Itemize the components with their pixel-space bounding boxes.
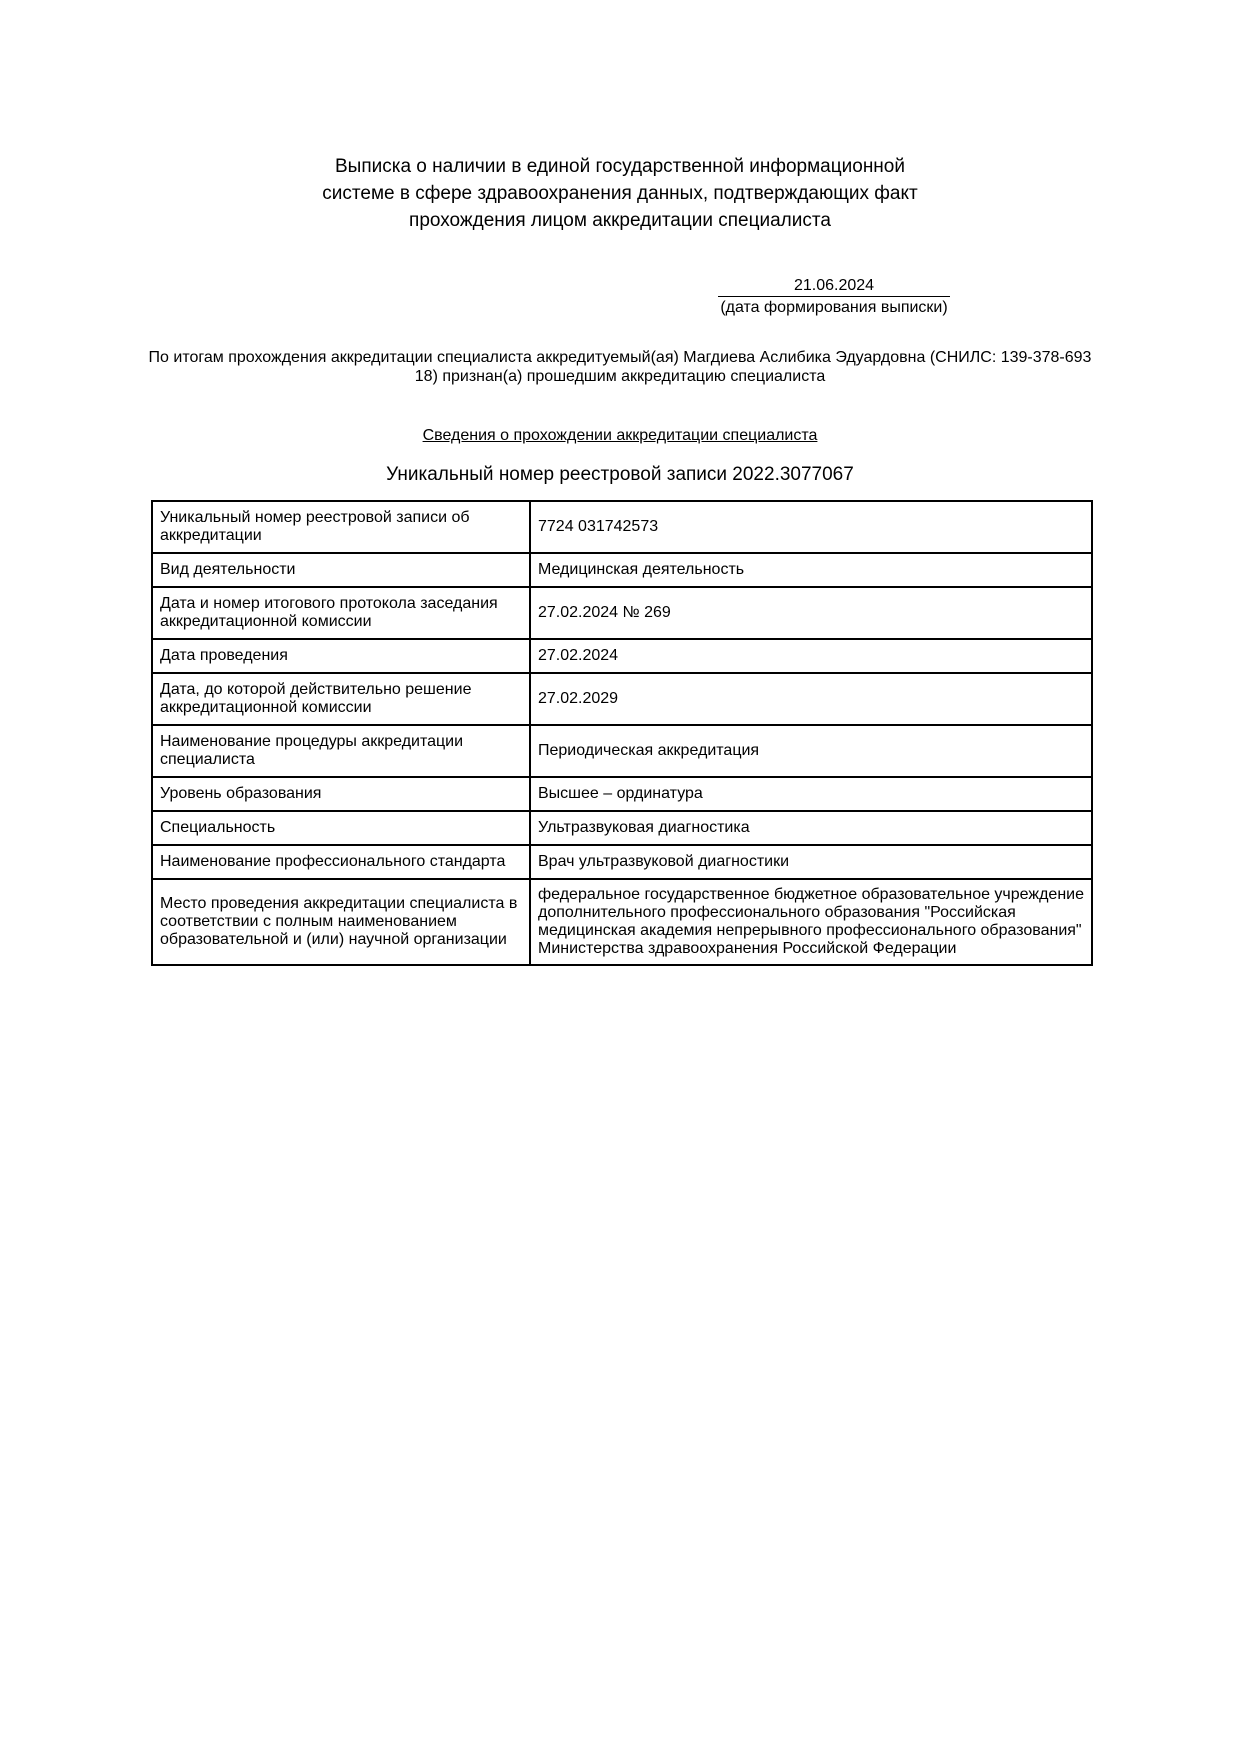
label-line: Место проведения аккредитации специалиста в: [160, 895, 518, 912]
label-line: Уникальный номер реестровой записи об: [160, 509, 470, 526]
row-label: [152, 879, 530, 965]
table-row: [152, 811, 1092, 845]
row-label: [152, 587, 530, 639]
label-line: аккредитационной комиссии: [160, 613, 372, 630]
value-line: Периодическая аккредитация: [538, 742, 760, 759]
value-line: Врач ультразвуковой диагностики: [538, 853, 790, 870]
table-row: [152, 639, 1092, 673]
label-line: Вид деятельности: [160, 561, 296, 578]
row-value: [530, 639, 1092, 673]
value-line: Высшее – ординатура: [538, 785, 703, 802]
value-line: 27.02.2029: [538, 690, 619, 707]
label-line: Уровень образования: [160, 785, 322, 802]
row-label: [152, 673, 530, 725]
row-value: [530, 811, 1092, 845]
table-row: [152, 553, 1092, 587]
row-value: [530, 553, 1092, 587]
table-row: [152, 673, 1092, 725]
label-line: Дата, до которой действительно решение: [160, 681, 472, 698]
row-value: [530, 501, 1092, 553]
value-line: Медицинская деятельность: [538, 561, 745, 578]
section-heading-text: Сведения о прохождении аккредитации специалиста: [422, 427, 818, 444]
intro-paragraph: [140, 348, 1100, 386]
value-line: медицинская академия непрерывного профессионального образования": [538, 922, 1082, 939]
intro-line: По итогам прохождения аккредитации специалиста аккредитуемый(ая) Магдиева Аслибика Эдуардовна (СНИЛС: 139-378-693: [148, 349, 1092, 366]
label-line: специалиста: [160, 751, 255, 768]
registry-number-heading: Уникальный номер реестровой записи 2022.3077067: [386, 464, 854, 485]
label-line: Дата проведения: [160, 647, 288, 664]
row-value: [530, 879, 1092, 965]
formation-date-caption: (дата формирования выписки): [720, 299, 948, 316]
value-line: Ультразвуковая диагностика: [538, 819, 750, 836]
row-value: [530, 777, 1092, 811]
label-line: Наименование профессионального стандарта: [160, 853, 506, 870]
row-label: [152, 501, 530, 553]
row-value: [530, 673, 1092, 725]
value-line: 27.02.2024: [538, 647, 619, 664]
value-line: дополнительного профессионального образования "Российская: [538, 904, 1016, 921]
label-line: Наименование процедуры аккредитации: [160, 733, 464, 750]
table-row: [152, 501, 1092, 553]
value-line: Министерства здравоохранения Российской Федерации: [538, 940, 957, 957]
section-heading: [0, 426, 1240, 446]
row-label: [152, 811, 530, 845]
row-label: [152, 777, 530, 811]
title-line: Выписка о наличии в единой государственной информационной: [335, 156, 905, 177]
label-line: Специальность: [160, 819, 276, 836]
title-line: системе в сфере здравоохранения данных, подтверждающих факт: [322, 183, 918, 204]
table-row: [152, 879, 1092, 965]
document-title: [0, 153, 1240, 234]
label-line: аккредитации: [160, 527, 262, 544]
value-line: 7724 031742573: [538, 518, 659, 535]
label-line: аккредитационной комиссии: [160, 699, 372, 716]
row-label: [152, 725, 530, 777]
table-row: [152, 845, 1092, 879]
formation-date-block: [716, 276, 952, 319]
formation-date: 21.06.2024: [718, 276, 950, 297]
row-label: [152, 845, 530, 879]
row-value: [530, 725, 1092, 777]
accreditation-info-table: [151, 500, 1093, 966]
table-row: [152, 777, 1092, 811]
intro-line: 18) признан(а) прошедшим аккредитацию специалиста: [414, 368, 826, 385]
row-value: [530, 587, 1092, 639]
label-line: Дата и номер итогового протокола заседания: [160, 595, 498, 612]
title-line: прохождения лицом аккредитации специалиста: [409, 210, 831, 231]
table-row: [152, 587, 1092, 639]
value-line: 27.02.2024 № 269: [538, 604, 671, 621]
label-line: образовательной и (или) научной организации: [160, 931, 507, 948]
label-line: соответствии с полным наименованием: [160, 913, 457, 930]
row-label: [152, 553, 530, 587]
row-label: [152, 639, 530, 673]
row-value: [530, 845, 1092, 879]
table-row: [152, 725, 1092, 777]
value-line: федеральное государственное бюджетное образовательное учреждение: [538, 886, 1084, 903]
